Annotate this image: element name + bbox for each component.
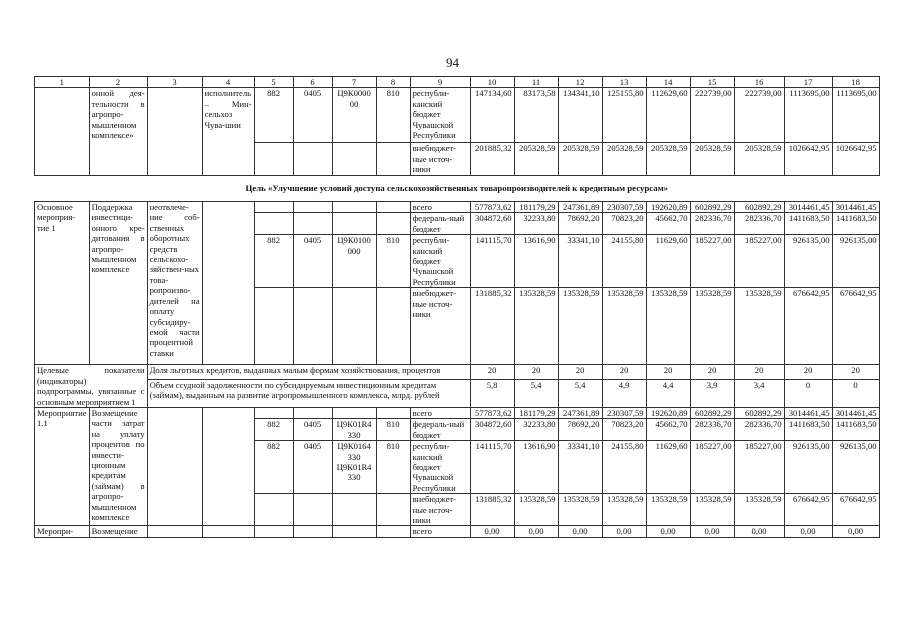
rzpr-code: 0405 [293,419,332,441]
value-cell: 131885,32 [470,288,514,365]
indicator-value: 0 [784,379,832,407]
indicator-value: 4,9 [602,379,646,407]
indicator-value: 20 [734,365,784,380]
executor: исполнитель – Мин-сельхоз Чува-шии [202,88,254,175]
value-cell: 32233,80 [514,213,558,235]
value-cell: 32233,80 [514,419,558,441]
value-cell: 134341,10 [558,88,602,143]
value-cell: 230307,59 [602,407,646,418]
table-row [35,526,880,537]
table-row [35,407,880,418]
activity-name: Возмещение части затрат на уплату процентов по инвести-ционным кредитам (займам) в агропро-мышленном комплексе [89,407,147,525]
csr-code: Ц9К0164 330 Ц9К01R4 330 [332,441,376,494]
col-header: 6 [293,77,332,88]
value-cell: 3014461,45 [784,407,832,418]
value-cell: 192620,89 [646,202,690,213]
value-cell: 147134,60 [470,88,514,143]
funding-source: республи-канский бюджет Чувашской Республики [410,235,470,288]
column-number-row [35,77,880,88]
value-cell: 181179,29 [514,202,558,213]
value-cell: 222739,00 [690,88,734,143]
value-cell: 135328,59 [690,494,734,526]
value-cell: 135328,59 [734,494,784,526]
funding-source: республи-канский бюджет Чувашской Республики [410,88,470,143]
value-cell: 0,00 [832,526,879,537]
col-header: 3 [147,77,202,88]
grbs-code: 882 [254,235,293,288]
value-cell: 33341,10 [558,235,602,288]
value-cell: 185227,00 [690,441,734,494]
csr-code: Ц9К0000 00 [332,88,376,143]
value-cell: 676642,95 [832,288,879,365]
measure-name: онной дея-тельности в агропро-мышленном комплексе» [89,88,147,175]
value-cell: 282336,70 [690,419,734,441]
col-header: 4 [202,77,254,88]
value-cell: 205328,59 [558,143,602,175]
indicator-value: 20 [470,365,514,380]
funding-source: внебюджет-ные источ-ники [410,288,470,365]
value-cell: 282336,70 [734,213,784,235]
activity-name: Поддержка инвестици-онного кре-дитования в агропро-мышленном комплексе [89,202,147,365]
rzpr-code: 0405 [293,88,332,143]
col-header: 7 [332,77,376,88]
value-cell: 205328,59 [602,143,646,175]
value-cell: 1411683,50 [832,419,879,441]
page-number: 94 [446,55,459,70]
value-cell: 222739,00 [734,88,784,143]
value-cell: 282336,70 [734,419,784,441]
value-cell: 185227,00 [734,441,784,494]
value-cell: 577873,62 [470,202,514,213]
value-cell: 11629,60 [646,235,690,288]
value-cell: 602892,29 [734,202,784,213]
value-cell: 1411683,50 [832,213,879,235]
value-cell: 1113695,00 [784,88,832,143]
value-cell: 602892,29 [734,407,784,418]
value-cell: 83173,58 [514,88,558,143]
value-cell: 0,00 [470,526,514,537]
funding-source: внебюджет-ные источ-ники [410,494,470,526]
grbs-code: 882 [254,441,293,494]
vr-code: 810 [376,235,410,288]
value-cell: 0,00 [646,526,690,537]
value-cell: 676642,95 [784,288,832,365]
value-cell: 135328,59 [514,494,558,526]
value-cell: 1411683,50 [784,213,832,235]
table-row [35,202,880,213]
value-cell: 135328,59 [602,288,646,365]
value-cell: 577873,62 [470,407,514,418]
value-cell: 78692,20 [558,419,602,441]
goal-row [35,175,880,201]
value-cell: 135328,59 [602,494,646,526]
value-cell: 112629,60 [646,88,690,143]
value-cell: 304872,60 [470,419,514,441]
csr-code: Ц9К01R4 330 [332,419,376,441]
value-cell: 0,00 [558,526,602,537]
value-cell: 3014461,45 [784,202,832,213]
value-cell: 1411683,50 [784,419,832,441]
vr-code: 810 [376,419,410,441]
value-cell: 676642,95 [784,494,832,526]
value-cell: 185227,00 [690,235,734,288]
indicator-name: Объем ссудной задолженности по субсидируемым инвестиционным кредитам (займам), выданным на развитие агропромышленного комплекса, млрд. рублей [147,379,470,407]
rzpr-code: 0405 [293,441,332,494]
value-cell: 135328,59 [558,288,602,365]
indicator-value: 3,9 [690,379,734,407]
value-cell: 205328,59 [646,143,690,175]
value-cell: 0,00 [690,526,734,537]
value-cell: 304872,60 [470,213,514,235]
value-cell: 141115,70 [470,235,514,288]
col-header: 10 [470,77,514,88]
value-cell: 205328,59 [690,143,734,175]
funding-source: федераль-ный бюджет [410,419,470,441]
vr-code: 810 [376,441,410,494]
value-cell: 125155,80 [602,88,646,143]
funding-source: республи-канский бюджет Чувашской Республики [410,441,470,494]
indicator-value: 5,4 [514,379,558,407]
value-cell: 33341,10 [558,441,602,494]
expected-result: неотвлече-ние соб-ственных оборотных средств сельскохо-зяйствен-ных това-ропроизво-дителей на оплату субсидиру-емой части процентной ставки [147,202,202,365]
col-header: 5 [254,77,293,88]
funding-source: федераль-ный бюджет [410,213,470,235]
value-cell: 45662,70 [646,419,690,441]
value-cell: 1113695,00 [832,88,879,143]
indicator-value: 20 [784,365,832,380]
table-row [35,88,880,143]
indicator-value: 20 [558,365,602,380]
activity-number: Основное мероприя-тие 1 [35,202,90,365]
activity-number: Меропри- [35,526,90,537]
value-cell: 24155,80 [602,235,646,288]
value-cell: 131885,32 [470,494,514,526]
value-cell: 13616,90 [514,441,558,494]
value-cell: 135328,59 [646,494,690,526]
value-cell: 181179,29 [514,407,558,418]
col-header: 16 [734,77,784,88]
indicator-value: 3,4 [734,379,784,407]
col-header: 12 [558,77,602,88]
value-cell: 676642,95 [832,494,879,526]
value-cell: 192620,89 [646,407,690,418]
indicators-label: Целевые показатели (индикаторы) подпрограммы, увязанные с основным мероприятием 1 [35,365,148,408]
col-header: 11 [514,77,558,88]
indicator-name: Доля льготных кредитов, выданных малым формам хозяйствования, процентов [147,365,470,380]
col-header: 8 [376,77,410,88]
activity-number: Мероприятие 1.1 [35,407,90,525]
funding-source: всего [410,202,470,213]
vr-code: 810 [376,88,410,143]
value-cell: 926135,00 [832,441,879,494]
value-cell: 70823,20 [602,419,646,441]
funding-source: всего [410,407,470,418]
value-cell: 45662,70 [646,213,690,235]
col-header: 17 [784,77,832,88]
value-cell: 247361,89 [558,407,602,418]
value-cell: 135328,59 [734,288,784,365]
value-cell: 0,00 [602,526,646,537]
value-cell: 13616,90 [514,235,558,288]
funding-source: всего [410,526,470,537]
col-header: 14 [646,77,690,88]
value-cell: 78692,20 [558,213,602,235]
value-cell: 205328,59 [514,143,558,175]
value-cell: 0,00 [514,526,558,537]
indicator-value: 5,4 [558,379,602,407]
value-cell: 201885,32 [470,143,514,175]
col-header: 13 [602,77,646,88]
indicator-value: 20 [602,365,646,380]
program-table [34,76,880,538]
value-cell: 0,00 [784,526,832,537]
value-cell: 135328,59 [558,494,602,526]
value-cell: 1026642,95 [784,143,832,175]
value-cell: 24155,80 [602,441,646,494]
value-cell: 230307,59 [602,202,646,213]
value-cell: 3014461,45 [832,407,879,418]
indicator-row [35,365,880,380]
value-cell: 11629,60 [646,441,690,494]
col-header: 2 [89,77,147,88]
indicator-value: 5,8 [470,379,514,407]
activity-name: Возмещение [89,526,147,537]
value-cell: 926135,00 [784,441,832,494]
value-cell: 1026642,95 [832,143,879,175]
value-cell: 205328,59 [734,143,784,175]
goal-title: Цель «Улучшение условий доступа сельскохозяйственных товаропроизводителей к кредитным ресурсам» [35,175,880,201]
value-cell: 185227,00 [734,235,784,288]
grbs-code: 882 [254,419,293,441]
col-header: 15 [690,77,734,88]
grbs-code: 882 [254,88,293,143]
col-header: 18 [832,77,879,88]
value-cell: 602892,29 [690,202,734,213]
col-header: 1 [35,77,90,88]
value-cell: 3014461,45 [832,202,879,213]
value-cell: 0,00 [734,526,784,537]
value-cell: 926135,00 [784,235,832,288]
indicator-value: 20 [646,365,690,380]
funding-source: внебюджет-ные источ-ники [410,143,470,175]
value-cell: 135328,59 [514,288,558,365]
indicator-value: 4,4 [646,379,690,407]
rzpr-code: 0405 [293,235,332,288]
indicator-value: 0 [832,379,879,407]
indicator-value: 20 [832,365,879,380]
value-cell: 135328,59 [690,288,734,365]
value-cell: 282336,70 [690,213,734,235]
value-cell: 70823,20 [602,213,646,235]
value-cell: 926135,00 [832,235,879,288]
col-header: 9 [410,77,470,88]
csr-code: Ц9К0100 000 [332,235,376,288]
indicator-row [35,379,880,407]
value-cell: 141115,70 [470,441,514,494]
indicator-value: 20 [514,365,558,380]
indicator-value: 20 [690,365,734,380]
value-cell: 247361,89 [558,202,602,213]
value-cell: 602892,29 [690,407,734,418]
value-cell: 135328,59 [646,288,690,365]
